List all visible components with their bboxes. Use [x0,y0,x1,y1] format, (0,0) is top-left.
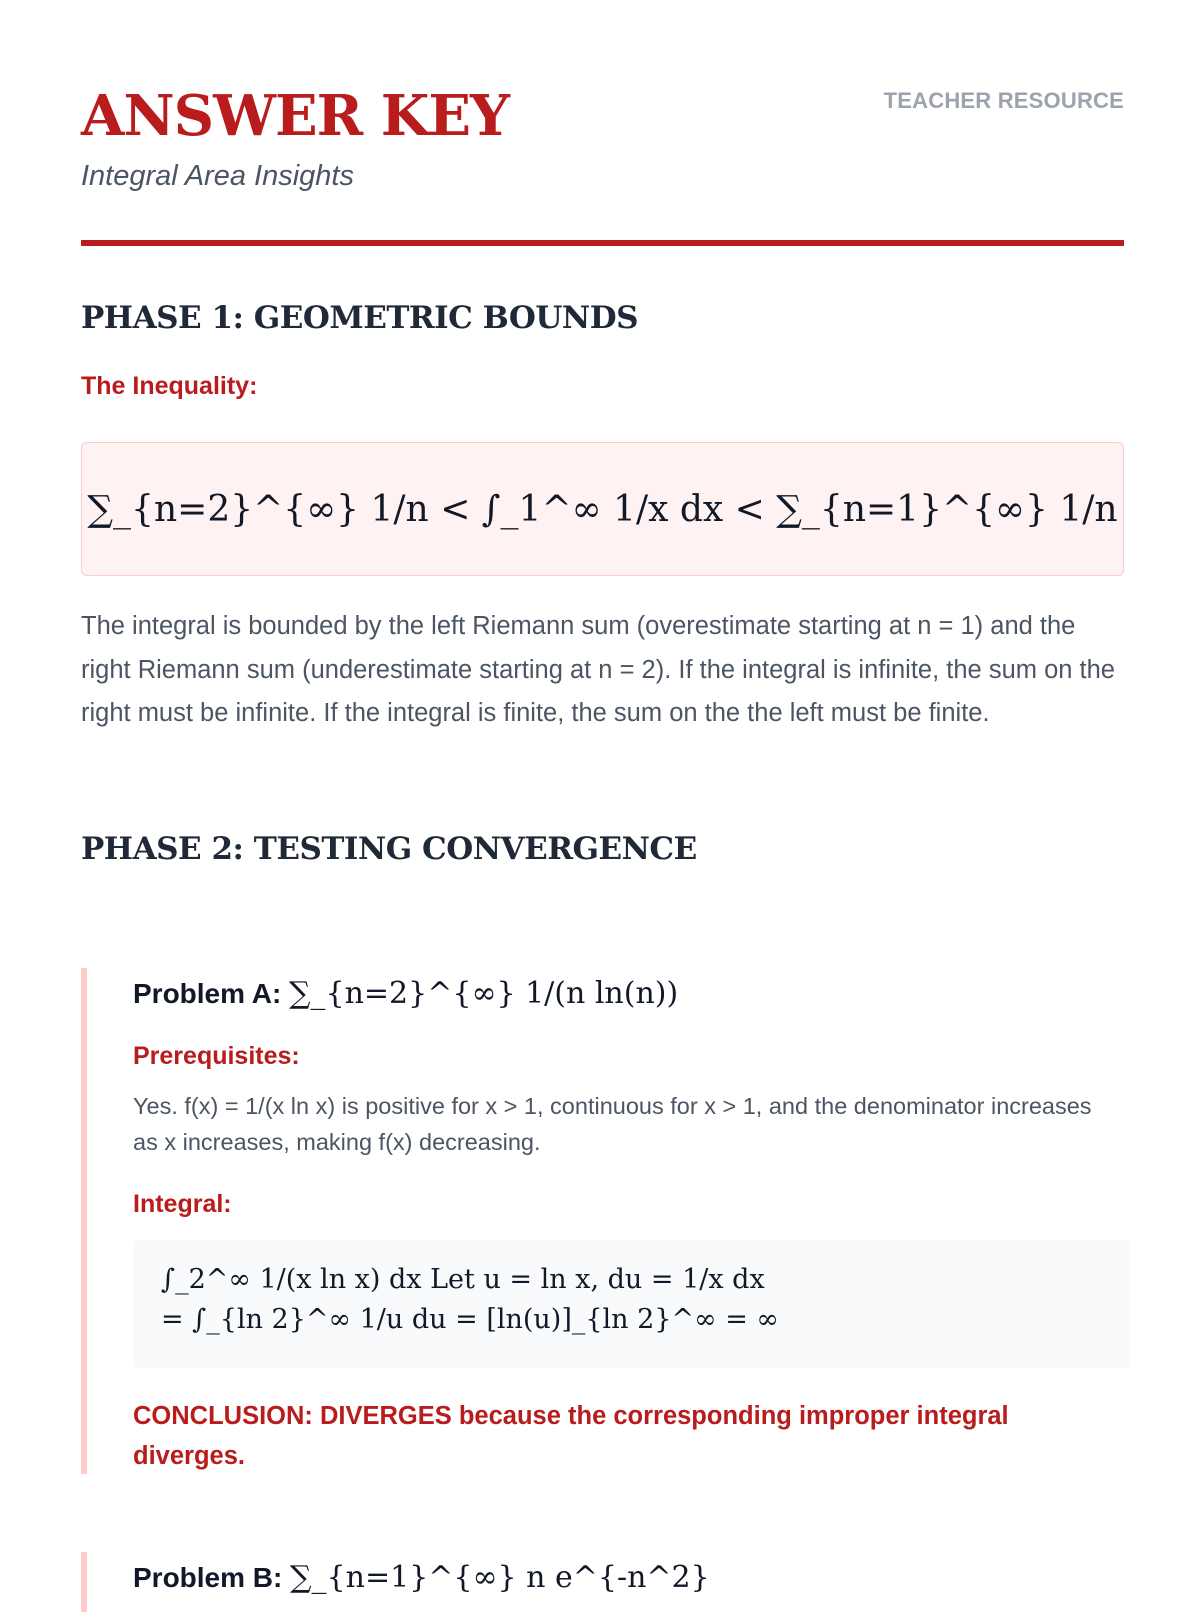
inequality-label: The Inequality: [81,372,258,400]
problem-a-card [81,968,1124,1474]
integral-line-2: = ∫_{ln 2}^∞ 1/u du = [ln(u)]_{ln 2}^∞ = ∞ [161,1304,779,1335]
integral-line-1: ∫_2^∞ 1/(x ln x) dx Let u = ln x, du = 1/x dx [161,1264,765,1295]
problem-b-series: ∑_{n=1}^{∞} n e^{-n^2} [290,1560,710,1595]
phase-1-explanation: The integral is bounded by the left Riemann sum (overestimate starting at n = 1) and the right Riemann sum (underestimate starting at n = 2). If the integral is infinite, the sum on the right must be infinite. If the integral is finite, the sum on the the left must be finite. [81,612,1115,727]
inequality-box [81,442,1124,576]
problem-a-label: Problem A: [133,978,282,1009]
problem-b-heading [133,1560,710,1595]
phase-1-title: PHASE 1: GEOMETRIC BOUNDS [81,300,639,336]
problem-a-series: ∑_{n=2}^{∞} 1/(n ln(n)) [289,976,679,1011]
integral-work-box [133,1240,1130,1368]
resource-tag: TEACHER RESOURCE [883,88,1124,113]
page-title: ANSWER KEY [81,83,510,149]
problem-b-card [81,1552,1124,1612]
prerequisites-label: Prerequisites: [133,1042,300,1070]
problem-a-heading [133,976,678,1011]
phase-2-title: PHASE 2: TESTING CONVERGENCE [81,831,697,867]
header-divider [81,240,1124,246]
page-subtitle: Integral Area Insights [81,160,354,192]
integral-label: Integral: [133,1190,232,1218]
problem-a-conclusion: CONCLUSION: DIVERGES because the corresponding improper integral diverges. [133,1402,1009,1470]
prerequisites-text: Yes. f(x) = 1/(x ln x) is positive for x > 1, continuous for x > 1, and the denominator increases as x increases, making f(x) decreasing. [133,1093,1092,1155]
inequality-formula: ∑_{n=2}^{∞} 1/n < ∫_1^∞ 1/x dx < ∑_{n=1}^{∞} 1/n [87,489,1118,530]
problem-b-label: Problem B: [133,1562,283,1593]
